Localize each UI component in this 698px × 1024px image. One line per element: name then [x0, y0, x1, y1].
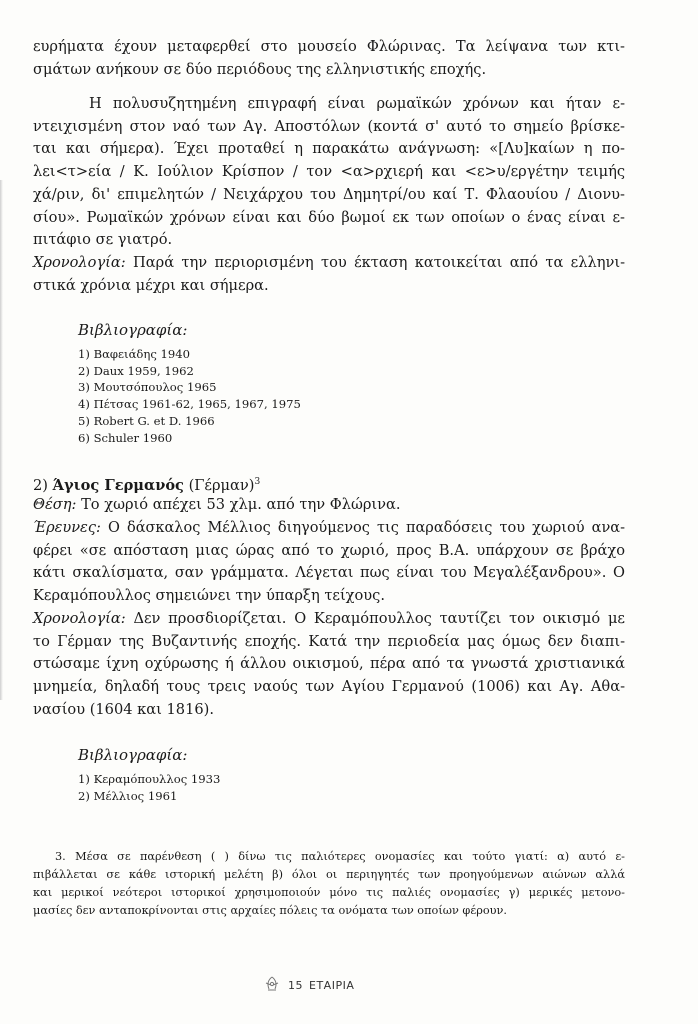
footer-label: ΕΤΑΙΡΙΑ: [309, 979, 355, 992]
bibliography-list: [78, 771, 220, 804]
scan-edge-shadow: [0, 180, 3, 700]
bibliography-title: Βιβλιογραφία:: [78, 321, 188, 339]
bibliography-item: 2) Μέλλιος 1961: [78, 788, 178, 803]
chronology-text: Παρά την περιορισμένη του έκταση κατοικείται από τα ελληνι-: [133, 254, 625, 271]
text-line: στώσαμε ίχνη οχύρωσης ή άλλου οικισμού, πέρα από τα γνωστά χριστιανικά: [33, 655, 625, 673]
footnote-ref: 3: [254, 477, 261, 487]
footnote-line: 3. Μέσα σε παρένθεση ( ) δίνω τις παλιότερες ονομασίες και τούτο γιατί: α) αυτό ε-: [55, 850, 625, 863]
paragraph-research: [33, 517, 625, 608]
bibliography-item: 4) Πέτσας 1961-62, 1965, 1967, 1975: [78, 397, 301, 412]
paragraph-chronology-2: [33, 608, 625, 722]
text-line: σίου». Ρωμαϊκών χρόνων είναι και δύο βωμοί εκ των οποίων ο ένας είναι ε-: [33, 208, 625, 226]
text-line: το Γέρμαν της Βυζαντινής εποχής. Κατά την περιοδεία μας όμως δεν διαπι-: [33, 632, 625, 650]
section-number: 2): [33, 476, 48, 494]
page-footer: [262, 975, 354, 996]
text-line: νασίου (1604 και 1816).: [33, 700, 214, 718]
bibliography-item: 1) Βαφειάδης 1940: [78, 347, 191, 361]
bibliography-list: [78, 346, 301, 446]
text-line: μνημεία, δηλαδή τους τρεις ναούς των Αγίου Γερμανού (1006) και Αγ. Αθα-: [33, 678, 625, 696]
page-number: 15: [288, 979, 303, 992]
paragraph-location: [33, 494, 625, 517]
section-alt-name: (Γέρμαν): [188, 476, 255, 494]
footnote: [33, 848, 625, 920]
text-line: [33, 494, 625, 517]
footnote-line: και μερικοί νεότεροι ιστορικοί χρησιμοποιούν μόνο τις παλιές ονομασίες γ) μερικές μετονο-: [33, 886, 625, 899]
research-label: Έρευνες:: [33, 520, 101, 536]
text-line: λει<τ>εία / Κ. Ιούλιον Κρίσπον / τον <α>ρχιερή και <ε>υ/εργέτην τειμής: [33, 163, 625, 181]
section-name: Άγιος Γερμανός: [52, 476, 184, 494]
text-line: ευρήματα έχουν μεταφερθεί στο μουσείο Φλώρινας. Τα λείψανα των κτι-: [33, 38, 625, 55]
bibliography-item: 3) Μουτσόπουλος 1965: [78, 380, 217, 395]
text-line: ντειχισμένη στον ναό των Αγ. Αποστόλων (κοντά σ' αυτό το σημείο βρίσκε-: [33, 117, 625, 135]
paragraph-inscription: [33, 93, 625, 252]
text-line: Η πολυσυζητημένη επιγραφή είναι ρωμαϊκών χρόνων και ήταν ε-: [89, 95, 625, 112]
bibliography-item: 5) Robert G. et D. 1966: [78, 413, 215, 428]
bibliography-item: 2) Daux 1959, 1962: [78, 363, 194, 378]
text-line: Κεραμόπουλλος σημειώνει την ύπαρξη τείχους.: [33, 587, 385, 605]
text-line: πιτάφιο σε γιατρό.: [33, 231, 173, 249]
text-line: σμάτων ανήκουν σε δύο περιόδους της ελληνιστικής εποχής.: [33, 60, 487, 78]
paragraph-chronology-1: [33, 252, 625, 297]
text-line: κάτι σκαλίσματα, σαν γράμματα. Λέγεται πως είναι του Μεγαλέξανδρου». Ο: [33, 564, 625, 582]
research-text: Ο δάσκαλος Μέλλιος διηγούμενος τις παραδόσεις του χωριού ανα-: [107, 520, 625, 536]
chronology-label: Χρονολογία:: [33, 610, 126, 627]
location-text: Το χωριό απέχει 53 χλμ. από την Φλώρινα.: [81, 496, 401, 513]
bibliography-title: Βιβλιογραφία:: [78, 746, 188, 764]
text-line: χά/ριν, δι' επιμελητών / Νειχάρχου του Δημητρί/ου καί Τ. Φλαουίου / Διονυ-: [33, 185, 625, 203]
chronology-text: Δεν προσδιορίζεται. Ο Κεραμόπουλλος ταυτίζει τον οικισμό με: [133, 610, 625, 627]
text-line: στικά χρόνια μέχρι και σήμερα.: [33, 276, 269, 294]
text-line: φέρει «σε απόσταση μιας ώρας από το χωριό, προς Β.Α. υπάρχουν σε βράχο: [33, 541, 625, 559]
text-line: [33, 608, 625, 631]
footnote-line: πιβάλλεται σε κάθε ιστορική μελέτη β) όλοι οι περιηγητές των προηγούμενων αιώνων αλλά: [33, 868, 625, 881]
location-label: Θέση:: [33, 496, 77, 513]
text-line: ται και σήμερα). Έχει προταθεί η παρακάτω ανάγνωση: «[Λυ]καίων η πο-: [33, 140, 625, 158]
society-emblem-icon: [262, 975, 282, 996]
text-line: [33, 252, 625, 275]
text-line: [33, 517, 625, 540]
chronology-label: Χρονολογία:: [33, 254, 126, 271]
paragraph-findings: [33, 36, 625, 81]
footnote-line: μασίες δεν ανταποκρίνονται στις αρχαίες πόλεις τα ονόματα των οποίων φέρουν.: [33, 904, 507, 917]
bibliography-item: 1) Κεραμόπουλλος 1933: [78, 772, 221, 786]
bibliography-item: 6) Schuler 1960: [78, 430, 173, 445]
